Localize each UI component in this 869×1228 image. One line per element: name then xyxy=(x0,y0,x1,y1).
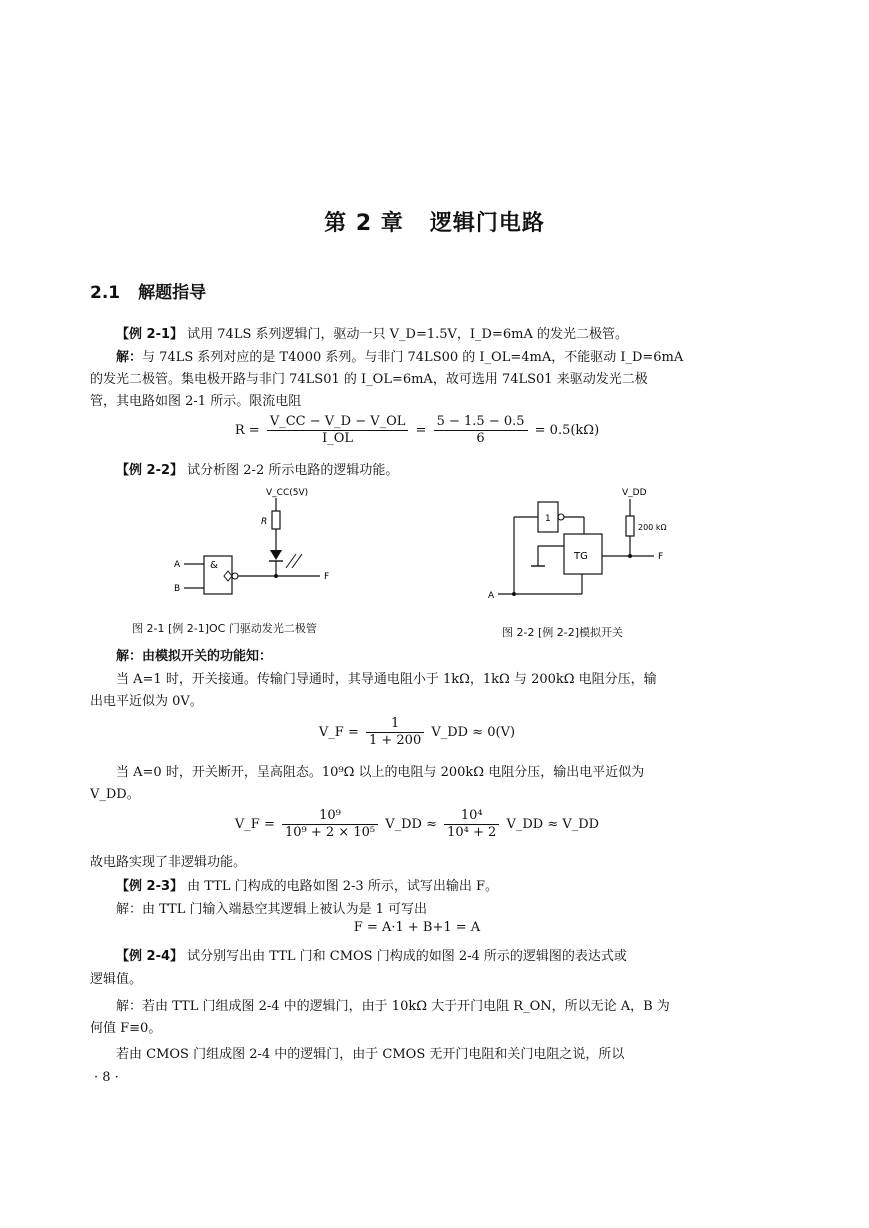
eq-numerator: 5 − 1.5 − 0.5 xyxy=(434,414,528,431)
equation-vf-1 xyxy=(90,716,744,749)
example-2-2-question xyxy=(90,460,744,481)
equation-resistor: R = $\frac{V\_CC - V\_D - V\_OL}{I\_OL}$ = $\frac{5 - 1.5 - 0.5}{6}$ = 0.5(kΩ) xyxy=(234,414,600,446)
eq-denominator: 10⁹ + 2 × 10⁵ xyxy=(284,825,376,840)
oc-nand-gate xyxy=(204,556,232,594)
resistor-200k xyxy=(626,516,634,536)
inverter-symbol: 1 xyxy=(545,514,551,524)
chapter-heading xyxy=(0,206,869,237)
section-number: 2.1 xyxy=(90,283,121,303)
example-text: 试分别写出由 TTL 门和 CMOS 门构成的如图 2-4 所示的逻辑图的表达式或 xyxy=(187,949,627,964)
example-2-2-solution-line-4: 当 A=0 时，开关断开，呈高阻态。10⁹Ω 以上的电阻与 200kΩ 电阻分压，输出电平近似为 xyxy=(116,765,645,780)
resistor-label: R xyxy=(261,517,268,527)
eq-numerator: 10⁴ xyxy=(444,808,499,825)
eq-numerator: V_CC − V_D − V_OL xyxy=(267,414,409,431)
figure-2-2-circuit xyxy=(478,484,678,609)
section-heading xyxy=(90,278,206,303)
example-2-4-question-line-1 xyxy=(90,946,744,967)
example-label: 【例 2-2】 xyxy=(116,463,184,478)
eq-numerator: 1 xyxy=(366,716,424,733)
led-diode xyxy=(270,550,282,560)
tg-label: TG xyxy=(574,551,588,562)
example-2-2-solution-line-1 xyxy=(90,646,744,667)
eq-middle: V_DD ≈ xyxy=(385,817,437,832)
eq-denominator: I_OL xyxy=(322,431,354,446)
eq-result: = 0.5(kΩ) xyxy=(534,423,600,438)
eq-lhs: V_F = xyxy=(234,817,275,832)
example-2-2-solution-line-5: V_DD。 xyxy=(90,787,140,802)
example-2-3-solution xyxy=(90,899,744,920)
vdd-label: V_DD xyxy=(622,488,647,498)
figure-2-1-caption: 图 2-1 [例 2-1]OC 门驱动发光二极管 xyxy=(132,622,317,635)
page-number: · 8 · xyxy=(94,1070,119,1085)
section-title: 解题指导 xyxy=(138,283,207,303)
eq-fraction-2 xyxy=(434,414,528,447)
equation-vf-2 xyxy=(90,808,744,841)
eq-denominator: 6 xyxy=(476,431,485,446)
eq-fraction xyxy=(366,716,424,749)
figure-2-2-caption: 图 2-2 [例 2-2]模拟开关 xyxy=(502,626,624,639)
chapter-title: 逻辑门电路 xyxy=(429,211,545,236)
example-label: 【例 2-1】 xyxy=(116,327,184,342)
example-2-4-question-line-2: 逻辑值。 xyxy=(90,972,143,987)
example-2-2-solution-line-2: 当 A=1 时，开关接通。传输门导通时，其导通电阻小于 1kΩ，1kΩ 与 200kΩ 电阻分压，输 xyxy=(116,672,657,687)
input-a-label: A xyxy=(174,560,181,570)
output-f-label: F xyxy=(324,572,330,582)
solution-text: 与 74LS 系列对应的是 T4000 系列。与非门 74LS00 的 I_OL=4mA，不能驱动 I_D=6mA xyxy=(142,350,684,365)
eq-fraction-1 xyxy=(267,414,409,447)
eq-denominator: 1 + 200 xyxy=(368,733,422,748)
example-label: 【例 2-4】 xyxy=(116,949,184,964)
eq-fraction-1 xyxy=(282,808,378,841)
eq-denominator: 10⁴ + 2 xyxy=(447,825,497,840)
example-2-2-conclusion: 故电路实现了非逻辑功能。 xyxy=(90,855,247,870)
example-2-4-solution-line-1: 解：若由 TTL 门组成图 2-4 中的逻辑门，由于 10kΩ 大于开门电阻 R_ON，所以无论 A，B 为 xyxy=(116,999,670,1014)
eq-lhs: R = xyxy=(234,423,260,438)
solution-text: 解：由 TTL 门输入端悬空其逻辑上被认为是 1 可写出 xyxy=(116,902,428,917)
solution-label: 解： xyxy=(116,350,143,365)
equation-f: F = A·1 + B+1 = A xyxy=(353,920,481,935)
vcc-label: V_CC(5V) xyxy=(266,488,309,498)
resistor-label: 200 kΩ xyxy=(638,523,667,532)
eq-rhs: V_DD ≈ 0(V) xyxy=(431,725,516,740)
example-2-2-solution-line-3: 出电平近似为 0V。 xyxy=(90,694,203,709)
example-text: 试用 74LS 系列逻辑门，驱动一只 V_D=1.5V，I_D=6mA 的发光二极管。 xyxy=(187,327,628,342)
input-b-label: B xyxy=(174,584,181,594)
example-label: 【例 2-3】 xyxy=(116,879,184,894)
example-2-4-solution-line-3: 若由 CMOS 门组成图 2-4 中的逻辑门，由于 CMOS 无开门电阻和关门电阻之说，所以 xyxy=(116,1047,625,1062)
chapter-number: 第 2 章 xyxy=(324,211,404,236)
eq-rhs: V_DD ≈ V_DD xyxy=(506,817,600,832)
figure-2-1-circuit xyxy=(160,484,360,604)
resistor-r xyxy=(272,511,280,529)
example-2-4-solution-line-2: 何值 F≡0。 xyxy=(90,1021,162,1036)
eq-lhs: V_F = xyxy=(318,725,359,740)
solution-text: 解：由模拟开关的功能知： xyxy=(116,649,273,664)
example-2-1-solution-line-2: 的发光二极管。集电极开路与非门 74LS01 的 I_OL=6mA，故可选用 74LS01 来驱动发光二极 xyxy=(90,372,648,387)
example-text: 试分析图 2-2 所示电路的逻辑功能。 xyxy=(187,463,399,478)
example-2-3-question xyxy=(90,876,744,897)
example-2-1-solution-line-1 xyxy=(90,347,744,368)
example-2-1-question xyxy=(90,324,744,345)
eq-numerator: 10⁹ xyxy=(282,808,378,825)
gate-symbol: & xyxy=(210,560,218,571)
output-f-label: F xyxy=(658,552,664,562)
example-text: 由 TTL 门构成的电路如图 2-3 所示，试写出输出 F。 xyxy=(187,879,498,894)
eq-fraction-2 xyxy=(444,808,499,841)
input-a-label: A xyxy=(488,591,495,601)
example-2-1-solution-line-3: 管，其电路如图 2-1 所示。限流电阻 xyxy=(90,394,302,409)
